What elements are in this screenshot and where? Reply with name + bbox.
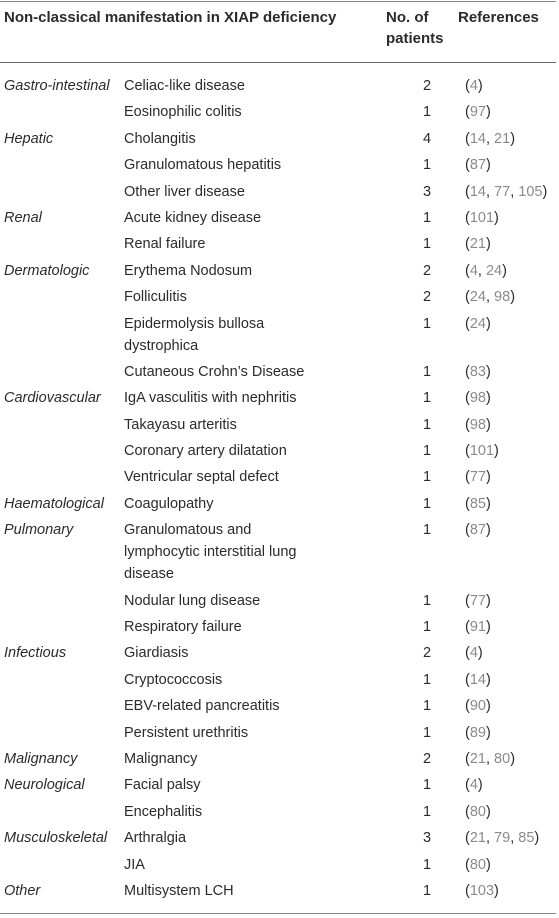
manifestation-cell (121, 519, 394, 589)
references-cell: (85) (465, 495, 491, 512)
references-cell: (21) (465, 236, 491, 253)
table-row (0, 854, 547, 880)
reference-link[interactable]: 85 (518, 830, 535, 847)
category-cell: Musculoskeletal (4, 830, 108, 847)
references-cell: (4) (465, 645, 483, 662)
patients-cell: 2 (422, 645, 432, 662)
category-cell: Malignancy (4, 750, 78, 767)
category-cell (0, 233, 121, 259)
manifestation-cell (121, 748, 394, 774)
references-cell: (14, 77, 105) (465, 183, 548, 200)
table-row (0, 414, 547, 440)
manifestation-line: Facial palsy (124, 777, 201, 794)
reference-link[interactable]: 103 (469, 882, 495, 899)
references-cell: (91) (465, 619, 491, 636)
references-cell: (87) (465, 157, 491, 174)
category-cell: Pulmonary (4, 522, 74, 539)
reference-link[interactable]: 77 (469, 469, 486, 486)
references-cell: (80) (465, 856, 491, 873)
references-cell: (21, 79, 85) (465, 830, 540, 847)
reference-link[interactable]: 21 (469, 750, 486, 767)
patients-cell: 1 (422, 390, 432, 407)
manifestation-cell (121, 695, 394, 721)
references-cell: (98) (465, 390, 491, 407)
manifestation-cell (121, 722, 394, 748)
manifestation-cell (121, 440, 394, 466)
manifestation-cell (121, 669, 394, 695)
manifestation-cell (121, 493, 394, 519)
references-cell: (80) (465, 803, 491, 820)
reference-link[interactable]: 79 (494, 830, 511, 847)
manifestation-cell (121, 801, 394, 827)
manifestation-cell (121, 590, 394, 616)
table-row (0, 493, 547, 519)
reference-link[interactable]: 87 (469, 522, 486, 539)
manifestation-line: dystrophica (124, 337, 199, 354)
patients-cell: 1 (422, 777, 432, 794)
manifestation-cell (121, 75, 394, 101)
patients-cell: 1 (422, 209, 432, 226)
reference-link[interactable]: 85 (469, 495, 486, 512)
manifestation-line: Erythema Nodosum (124, 262, 253, 279)
patients-cell: 1 (422, 882, 432, 899)
reference-link[interactable]: 77 (494, 183, 511, 200)
category-cell (0, 669, 121, 695)
table-row (0, 827, 547, 853)
patients-cell: 2 (422, 78, 432, 94)
table-row (0, 440, 547, 466)
patients-cell: 3 (422, 830, 432, 847)
manifestation-cell (121, 387, 394, 413)
patients-cell: 1 (422, 469, 432, 486)
manifestation-line: Takayasu arteritis (124, 416, 237, 433)
manifestation-line: disease (124, 566, 174, 583)
manifestation-cell (121, 286, 394, 312)
manifestation-line: Arthralgia (124, 830, 187, 847)
references-cell: (77) (465, 592, 491, 609)
header-patients-line2: patients (386, 30, 444, 47)
table-row (0, 722, 547, 748)
table-row (0, 642, 547, 668)
manifestation-line: Multisystem LCH (124, 882, 234, 899)
category-cell (0, 801, 121, 827)
reference-link[interactable]: 87 (469, 157, 486, 174)
references-cell: (21, 80) (465, 750, 516, 767)
table-row (0, 387, 547, 413)
references-cell: (14) (465, 671, 491, 688)
patients-cell: 3 (422, 183, 432, 200)
reference-link[interactable]: 21 (494, 130, 511, 147)
table-row (0, 801, 547, 827)
manifestation-line: Cutaneous Crohn’s Disease (124, 363, 305, 380)
manifestation-line: Cryptococcosis (124, 671, 223, 688)
table-row (0, 880, 547, 906)
manifestation-line: IgA vasculitis with nephritis (124, 390, 297, 407)
manifestation-cell (121, 774, 394, 800)
manifestation-cell (121, 414, 394, 440)
category-cell (0, 466, 121, 492)
manifestation-cell (121, 313, 394, 361)
category-cell: Gastro-intestinal (4, 78, 110, 94)
category-cell (0, 854, 121, 880)
category-cell (0, 154, 121, 180)
table-row (0, 695, 547, 721)
category-cell (0, 440, 121, 466)
patients-cell: 1 (422, 724, 432, 741)
references-cell: (90) (465, 698, 491, 715)
manifestation-line: Other liver disease (124, 183, 245, 200)
table-row (0, 233, 547, 259)
manifestation-line: Nodular lung disease (124, 592, 261, 609)
references-cell: (4) (465, 777, 483, 794)
reference-link[interactable]: 24 (469, 315, 486, 332)
reference-link[interactable]: 101 (469, 443, 495, 460)
reference-link[interactable]: 90 (469, 698, 486, 715)
patients-cell: 1 (422, 236, 432, 253)
manifestation-line: Coagulopathy (124, 495, 214, 512)
references-cell: (89) (465, 724, 491, 741)
category-cell (0, 286, 121, 312)
references-cell: (24) (465, 315, 491, 332)
reference-link[interactable]: 14 (469, 130, 486, 147)
patients-cell: 1 (422, 157, 432, 174)
manifestation-cell (121, 260, 394, 286)
references-cell: (4, 24) (465, 262, 507, 279)
manifestation-line: Epidermolysis bullosa (124, 315, 265, 332)
table-row (0, 207, 547, 233)
references-cell: (98) (465, 416, 491, 433)
table-row (0, 75, 547, 101)
patients-cell: 2 (422, 289, 432, 306)
table-row (0, 101, 547, 127)
manifestation-cell (121, 181, 394, 207)
reference-link[interactable]: 4 (469, 262, 478, 279)
references-cell: (103) (465, 882, 499, 899)
references-cell: (77) (465, 469, 491, 486)
reference-link[interactable]: 89 (469, 724, 486, 741)
manifestation-line: Cholangitis (124, 130, 196, 147)
references-cell: (14, 21) (465, 130, 516, 147)
patients-cell: 1 (422, 443, 432, 460)
patients-cell: 1 (422, 856, 432, 873)
manifestation-cell (121, 128, 394, 154)
category-cell: Other (4, 882, 41, 899)
header-references: References (458, 9, 539, 26)
bottom-rule (0, 913, 556, 914)
reference-link[interactable]: 83 (469, 363, 486, 380)
manifestation-line: JIA (124, 856, 145, 873)
category-cell: Infectious (4, 645, 67, 662)
patients-cell: 1 (422, 619, 432, 636)
manifestation-line: Granulomatous and (124, 522, 252, 539)
reference-link[interactable]: 80 (469, 856, 486, 873)
patients-cell: 1 (422, 416, 432, 433)
reference-link[interactable]: 4 (469, 777, 478, 794)
reference-link[interactable]: 105 (518, 183, 543, 200)
patients-cell: 1 (422, 104, 432, 121)
category-cell: Dermatologic (4, 262, 90, 279)
reference-link[interactable]: 80 (469, 803, 486, 820)
references-cell: (101) (465, 209, 499, 226)
patients-cell: 2 (422, 750, 432, 767)
patients-cell: 2 (422, 262, 432, 279)
reference-link[interactable]: 80 (494, 750, 511, 767)
header-patients-line1: No. of (386, 9, 429, 26)
manifestation-line: Respiratory failure (124, 619, 242, 636)
table-row (0, 748, 547, 774)
manifestation-cell (121, 854, 394, 880)
reference-link[interactable]: 14 (469, 183, 486, 200)
references-cell: (83) (465, 363, 491, 380)
category-cell (0, 695, 121, 721)
category-cell (0, 101, 121, 127)
manifestation-line: EBV-related pancreatitis (124, 698, 280, 715)
category-cell (0, 181, 121, 207)
table-row (0, 260, 547, 286)
reference-link[interactable]: 98 (494, 289, 511, 306)
patients-cell: 1 (422, 315, 432, 332)
manifestation-line: Acute kidney disease (124, 209, 262, 226)
manifestation-cell (121, 154, 394, 180)
reference-link[interactable]: 14 (469, 671, 486, 688)
table-row (0, 774, 547, 800)
patients-cell: 1 (422, 495, 432, 512)
reference-link[interactable]: 98 (469, 390, 486, 407)
reference-link[interactable]: 91 (469, 619, 486, 636)
manifestation-cell (121, 616, 394, 642)
table-row (0, 154, 547, 180)
manifestation-cell (121, 233, 394, 259)
references-cell: (87) (465, 522, 491, 539)
reference-link[interactable]: 4 (469, 645, 478, 662)
manifestation-line: Coronary artery dilatation (124, 443, 287, 460)
references-cell: (101) (465, 443, 499, 460)
table-row (0, 313, 547, 361)
table-row (0, 669, 547, 695)
manifestation-line: Persistent urethritis (124, 724, 249, 741)
reference-link[interactable]: 97 (469, 104, 486, 121)
table-row (0, 590, 547, 616)
manifestation-cell (121, 101, 394, 127)
category-cell: Haematological (4, 495, 104, 512)
manifestation-line: Renal failure (124, 236, 206, 253)
category-cell: Renal (4, 209, 42, 226)
header-rule (0, 62, 556, 63)
reference-link[interactable]: 98 (469, 416, 486, 433)
manifestation-cell (121, 466, 394, 492)
category-cell (0, 616, 121, 642)
patients-cell: 1 (422, 592, 432, 609)
reference-link[interactable]: 101 (469, 209, 495, 226)
references-cell: (4) (465, 78, 483, 94)
patients-cell: 4 (422, 130, 432, 147)
category-cell: Neurological (4, 777, 85, 794)
category-cell (0, 722, 121, 748)
table-row (0, 286, 547, 312)
manifestation-line: Encephalitis (124, 803, 203, 820)
table-row (0, 181, 547, 207)
manifestation-line: lymphocytic interstitial lung (124, 544, 297, 561)
manifestation-cell (121, 207, 394, 233)
top-rule (0, 1, 556, 2)
manifestation-line: Malignancy (124, 750, 198, 767)
table-row (0, 128, 547, 154)
manifestation-cell (121, 827, 394, 853)
category-cell: Hepatic (4, 130, 54, 147)
reference-link[interactable]: 77 (469, 592, 486, 609)
reference-link[interactable]: 24 (469, 289, 486, 306)
references-cell: (97) (465, 104, 491, 121)
table-row (0, 616, 547, 642)
header-patients (386, 7, 444, 49)
category-cell (0, 414, 121, 440)
manifestation-line: Folliculitis (124, 289, 187, 306)
manifestation-line: Giardiasis (124, 645, 189, 662)
patients-cell: 1 (422, 363, 432, 380)
manifestation-line: Granulomatous hepatitis (124, 157, 282, 174)
patients-cell: 1 (422, 522, 432, 539)
category-cell (0, 590, 121, 616)
table-body (0, 75, 547, 906)
patients-cell: 1 (422, 698, 432, 715)
manifestation-cell (121, 642, 394, 668)
table-row (0, 361, 547, 387)
header-manifestation: Non-classical manifestation in XIAP deficiency (4, 9, 337, 26)
patients-cell: 1 (422, 803, 432, 820)
reference-link[interactable]: 21 (469, 236, 486, 253)
table-row (0, 466, 547, 492)
category-cell (0, 313, 121, 361)
reference-link[interactable]: 4 (469, 78, 478, 94)
category-cell: Cardiovascular (4, 390, 101, 407)
references-cell: (24, 98) (465, 289, 516, 306)
manifestation-line: Celiac-like disease (124, 78, 245, 94)
manifestation-cell (121, 880, 394, 906)
category-cell (0, 361, 121, 387)
manifestation-cell (121, 361, 394, 387)
reference-link[interactable]: 21 (469, 830, 486, 847)
patients-cell: 1 (422, 671, 432, 688)
manifestation-line: Ventricular septal defect (124, 469, 279, 486)
table-row (0, 519, 547, 589)
manifestation-line: Eosinophilic colitis (124, 104, 242, 121)
reference-link[interactable]: 24 (485, 262, 503, 279)
